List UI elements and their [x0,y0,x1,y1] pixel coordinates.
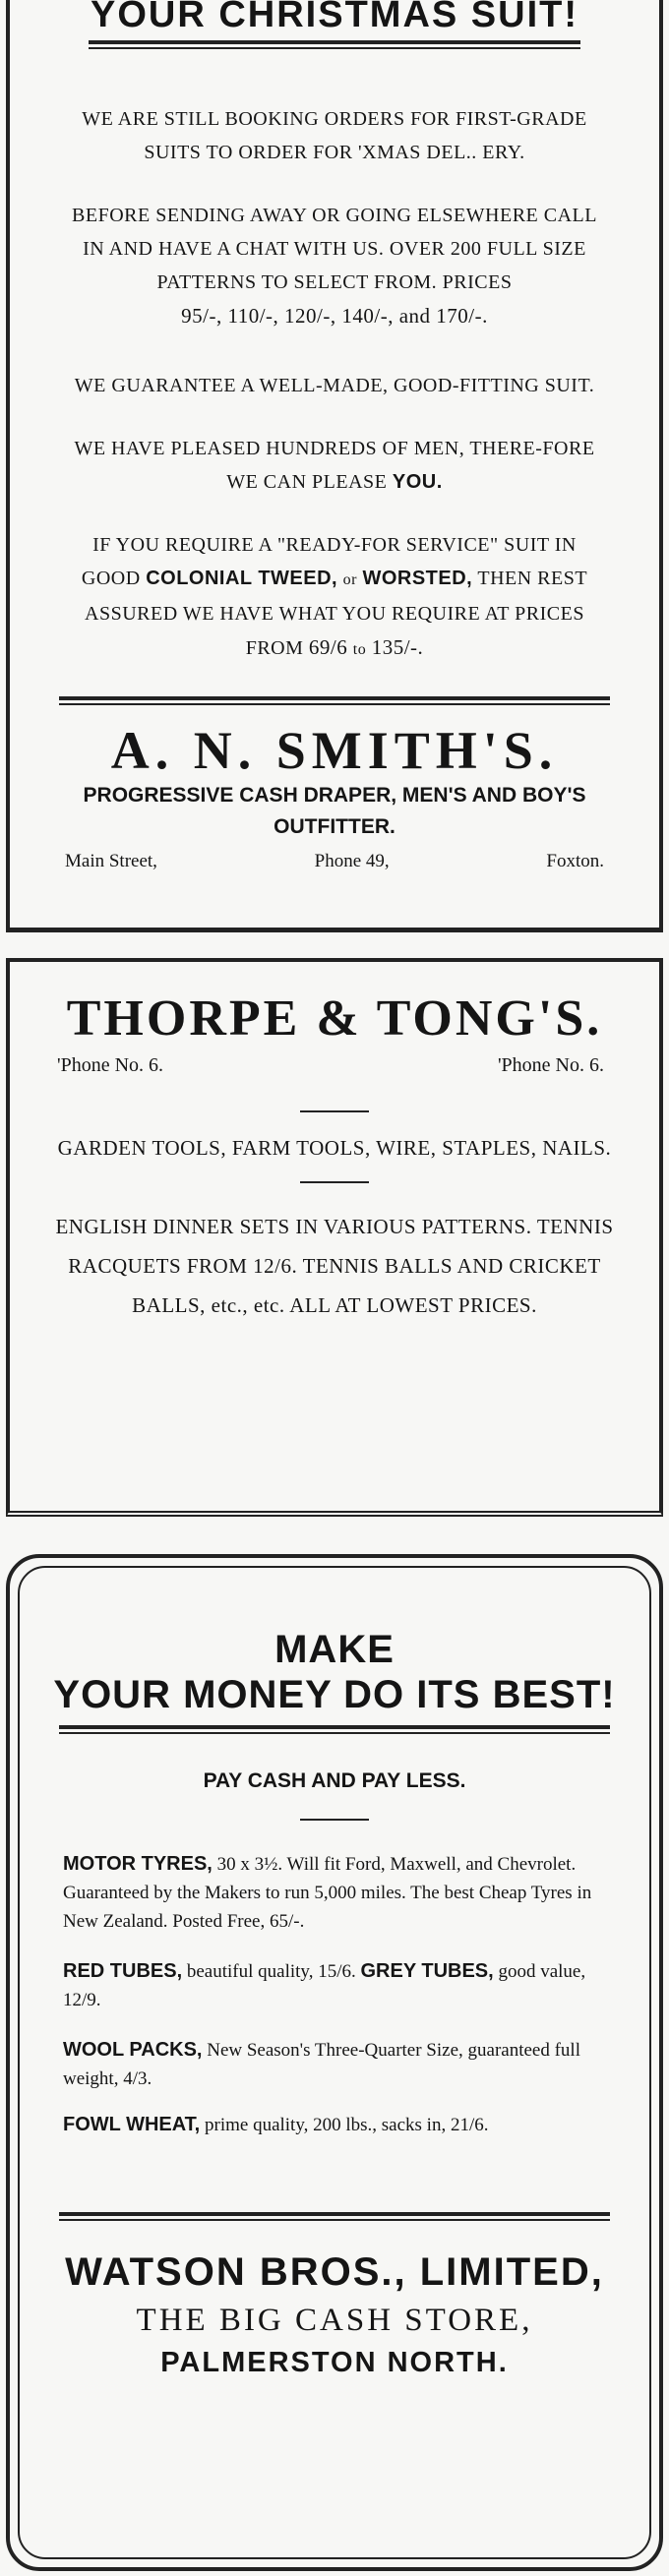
patterns-text: BEFORE SENDING AWAY OR GOING ELSEWHERE CALL IN AND HAVE A CHAT WITH US. OVER 200 FULL SIZE PATTERNS TO SELECT FROM. PRICES [72,205,597,293]
shop-name: THORPE & TONG'S. [66,990,603,1047]
footer-phone: Phone 49, [314,851,390,871]
footer-town: Foxton. [546,851,604,871]
inner-border [18,1566,651,2559]
red-tubes-text: beautiful quality, 15/6. [186,1961,356,1982]
pleased-text: WE HAVE PLEASED HUNDREDS OF MEN, THERE-FORE WE CAN PLEASE [74,438,595,493]
wheat-keyword: FOWL WHEAT, [63,2114,201,2135]
rfs-or: or [342,571,357,588]
paragraph-booking: WE ARE STILL BOOKING ORDERS FOR FIRST-GRADE SUITS TO ORDER FOR 'XMAS DEL.. ERY. [82,108,587,163]
short-rule-2 [300,1181,369,1183]
ad-smiths-christmas-suit [6,0,663,932]
store-name: THE BIG CASH STORE, [136,2303,533,2338]
wool-keyword: WOOL PACKS, [63,2039,203,2061]
phone-row [57,1054,604,1077]
phone-left: 'Phone No. 6. [57,1054,164,1076]
rfs-tweed: COLONIAL TWEED, [146,568,338,589]
short-rule [300,1110,369,1112]
make-line: MAKE [274,1628,395,1671]
rfs-text-b: THEN REST ASSURED WE HAVE WHAT YOU REQUIRE AT PRICES FROM [85,568,588,659]
paragraph-tools: GARDEN TOOLS, FARM TOOLS, WIRE, STAPLES, NAILS. [57,1136,612,1160]
paragraph-guarantee: WE GUARANTEE A WELL-MADE, GOOD-FITTING SUIT. [74,375,595,396]
footer-street: Main Street, [65,851,157,871]
firm-name: WATSON BROS., LIMITED, [65,2250,604,2294]
shop-footer [65,851,604,872]
pay-cash-line: PAY CASH AND PAY LESS. [203,1769,466,1792]
shop-subtitle: PROGRESSIVE CASH DRAPER, MEN'S AND BOY'S OUTFITTER. [83,784,586,838]
red-tubes-keyword: RED TUBES, [63,1960,183,1982]
grey-tubes-text: good value, 12/9. [63,1961,586,2010]
tyres-text: 30 x 3½. Will fit Ford, Maxwell, and Chevrolet. Guaranteed by the Makers to run 5,000 miles. The best Cheap Tyres in New Zealand. Posted Free, 65/-. [63,1854,592,1932]
rfs-worsted: WORSTED, [362,568,473,589]
patterns-prices: 95/-, 110/-, 120/-, 140/-, and 170/-. [181,304,488,328]
shop-name: A. N. SMITH'S. [110,721,559,780]
paragraph-dinner-sets: ENGLISH DINNER SETS IN VARIOUS PATTERNS. TENNIS RACQUETS FROM 12/6. TENNIS BALLS AND CRICKET BALLS, etc., etc. ALL AT LOWEST PRICES. [55,1215,614,1317]
double-rule [89,40,580,49]
phone-right: 'Phone No. 6. [497,1054,604,1076]
wheat-text: prime quality, 200 lbs., sacks in, 21/6. [205,2115,489,2135]
rfs-text-a: IF YOU REQUIRE A "READY-FOR SERVICE" SUIT IN GOOD [81,534,577,589]
paragraph-pleased [69,432,600,499]
grey-tubes-keyword: GREY TUBES, [360,1960,494,1982]
money-line: YOUR MONEY DO ITS BEST! [53,1673,616,1716]
headline: YOUR CHRISTMAS SUIT! [91,0,578,35]
town-name: PALMERSTON NORTH. [160,2347,509,2378]
paragraph-patterns [69,199,600,333]
pleased-you: YOU. [392,471,443,493]
ad-thorpe-and-tongs [6,958,663,1517]
tyres-keyword: MOTOR TYRES, [63,1853,213,1875]
rfs-price-to: 135/-. [371,635,424,659]
wool-text: New Season's Three-Quarter Size, guaranteed full weight, 4/3. [63,2040,580,2089]
ad-watson-bros [6,1554,663,2571]
rfs-price-from: 69/6 [308,635,348,659]
double-rule-lower [59,696,610,705]
paragraph-ready-for-service [69,528,600,667]
rfs-to: to [352,641,367,658]
